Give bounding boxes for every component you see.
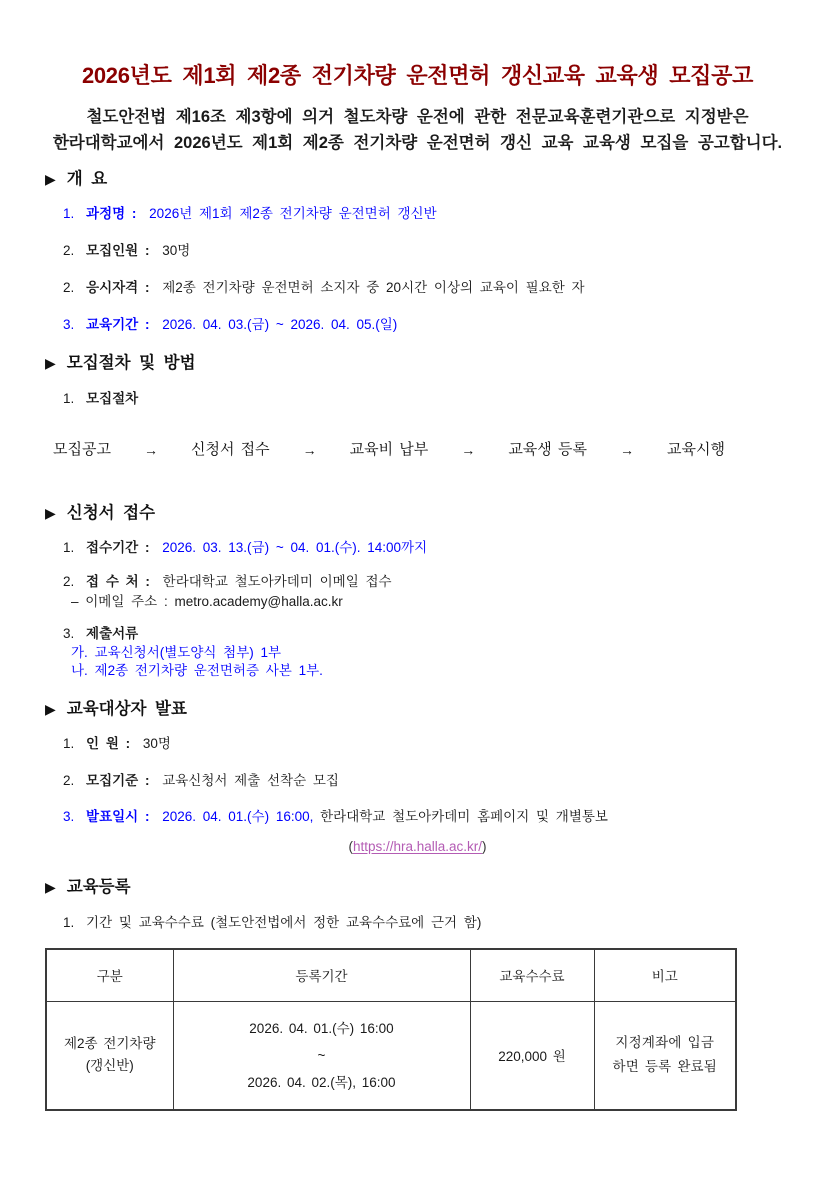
paren-open: ( [348, 839, 353, 854]
intro-line-2: 한라대학교에서 2026년도 제1회 제2종 전기차량 운전면허 갱신 교육 교육생 모집을 공고합니다. [52, 134, 783, 152]
period-tilde: ~ [317, 1047, 326, 1063]
item-value-channel: 한라대학교 철도아카데미 홈페이지 및 개별통보 [320, 809, 608, 824]
item-headcount [63, 735, 790, 753]
item-number: 1. [63, 391, 75, 406]
category-line-2: (갱신반) [85, 1058, 134, 1074]
item-number: 1. [63, 540, 75, 555]
item-recruit-count [63, 242, 790, 260]
section-heading-announcement [45, 698, 790, 720]
item-eligibility [63, 279, 790, 297]
note-line-2: 하면 등록 완료됨 [612, 1059, 718, 1075]
item-number: 2. [63, 243, 75, 258]
cell-registration-period [173, 1001, 470, 1110]
item-announcement-datetime [63, 808, 790, 826]
col-header-note: 비고 [594, 949, 736, 1001]
item-value: 2026. 04. 03.(금) ~ 2026. 04. 05.(일) [162, 317, 398, 332]
arrow-right-icon: → [302, 442, 317, 458]
item-selection-criteria [63, 772, 790, 790]
item-value: 한라대학교 철도아카데미 이메일 접수 [162, 574, 392, 589]
flow-step-registration: 교육생 등록 [508, 441, 587, 458]
arrow-right-icon: → [461, 442, 476, 458]
item-documents [63, 625, 790, 643]
item-value: 교육신청서 제출 선착순 모집 [162, 773, 339, 788]
item-label: 접수기간 : [86, 540, 150, 555]
item-number: 2. [63, 280, 75, 295]
period-start: 2026. 04. 01.(수) 16:00 [249, 1020, 394, 1036]
item-label: 모집절차 [86, 391, 139, 406]
item-fee-basis [63, 914, 790, 932]
document-item-license-copy: 나. 제2종 전기차량 운전면허증 사본 1부. [71, 663, 323, 678]
section-heading-registration [45, 876, 790, 898]
arrow-right-icon: → [143, 442, 158, 458]
flow-step-application: 신청서 접수 [191, 441, 270, 458]
cell-fee: 220,000 원 [470, 1001, 594, 1110]
item-number: 2. [63, 773, 75, 788]
item-label: 발표일시 : [86, 809, 150, 824]
item-label: 응시자격 : [86, 280, 150, 295]
item-number: 2. [63, 574, 75, 589]
item-procedure [63, 390, 790, 408]
item-value: 30명 [162, 243, 191, 258]
section-heading-overview-label: 개 요 [66, 170, 108, 188]
item-number: 3. [63, 626, 75, 641]
section-bullet-icon: ▶ [45, 355, 56, 371]
category-line-1: 제2종 전기차량 [63, 1036, 156, 1052]
col-header-registration-period: 등록기간 [173, 949, 470, 1001]
item-text: 기간 및 교육수수료 (철도안전법에서 정한 교육수수료에 근거 함) [86, 915, 482, 930]
item-label: 교육기간 : [86, 317, 150, 332]
section-heading-procedure-label: 모집절차 및 방법 [66, 354, 196, 372]
item-value: 30명 [142, 736, 171, 751]
homepage-link-line [45, 838, 790, 856]
item-number: 1. [63, 736, 75, 751]
flow-step-announcement: 모집공고 [53, 441, 111, 458]
item-application-office [63, 573, 790, 591]
item-value: 제2종 전기차량 운전면허 소지자 중 20시간 이상의 교육이 필요한 자 [162, 280, 585, 295]
item-number: 1. [63, 206, 75, 221]
email-address-line: – 이메일 주소 : metro.academy@halla.ac.kr [71, 594, 343, 609]
item-label: 제출서류 [86, 626, 139, 641]
section-heading-registration-label: 교육등록 [66, 878, 131, 896]
cell-category [46, 1001, 173, 1110]
flow-step-training: 교육시행 [666, 441, 725, 458]
period-end: 2026. 04. 02.(목), 16:00 [247, 1074, 396, 1090]
intro-paragraph [45, 104, 790, 156]
document-item-application-form: 가. 교육신청서(별도양식 첨부) 1부 [71, 645, 282, 660]
item-value: 2026. 03. 13.(금) ~ 04. 01.(수). 14:00까지 [162, 540, 428, 555]
section-bullet-icon: ▶ [45, 505, 56, 521]
section-bullet-icon: ▶ [45, 701, 56, 717]
item-value-date: 2026. 04. 01.(수) 16:00, [162, 809, 314, 824]
section-heading-procedure [45, 352, 790, 374]
item-label: 접 수 처 : [86, 574, 150, 589]
cell-note [594, 1001, 736, 1110]
intro-line-1: 철도안전법 제16조 제3항에 의거 철도차량 운전에 관한 전문교육훈련기관으로 지정받은 [86, 108, 749, 126]
item-training-period [63, 316, 790, 334]
item-label: 모집기준 : [86, 773, 150, 788]
section-heading-application-label: 신청서 접수 [66, 504, 156, 522]
item-number: 3. [63, 317, 75, 332]
section-heading-overview [45, 168, 790, 190]
paren-close: ) [482, 839, 487, 854]
registration-table [45, 948, 737, 1111]
item-label: 과정명 : [86, 206, 137, 221]
item-value: 2026년 제1회 제2종 전기차량 운전면허 갱신반 [149, 206, 437, 221]
section-bullet-icon: ▶ [45, 171, 56, 187]
table-header-row [46, 949, 736, 1001]
section-bullet-icon: ▶ [45, 879, 56, 895]
col-header-fee: 교육수수료 [470, 949, 594, 1001]
homepage-link[interactable]: https://hra.halla.ac.kr/ [352, 839, 483, 854]
col-header-category: 구분 [46, 949, 173, 1001]
arrow-right-icon: → [619, 442, 634, 458]
table-row [46, 1001, 736, 1110]
item-number: 3. [63, 809, 75, 824]
procedure-flow [53, 440, 725, 460]
page-title: 2026년도 제1회 제2종 전기차량 운전면허 갱신교육 교육생 모집공고 [81, 63, 754, 88]
item-label: 모집인원 : [86, 243, 150, 258]
section-heading-application [45, 502, 790, 524]
section-heading-announcement-label: 교육대상자 발표 [66, 700, 187, 718]
item-number: 1. [63, 915, 75, 930]
flow-step-fee-payment: 교육비 납부 [349, 441, 429, 458]
item-course-name [63, 205, 790, 223]
item-label: 인 원 : [86, 736, 131, 751]
note-line-1: 지정계좌에 입금 [615, 1035, 715, 1051]
item-application-period [63, 539, 790, 557]
